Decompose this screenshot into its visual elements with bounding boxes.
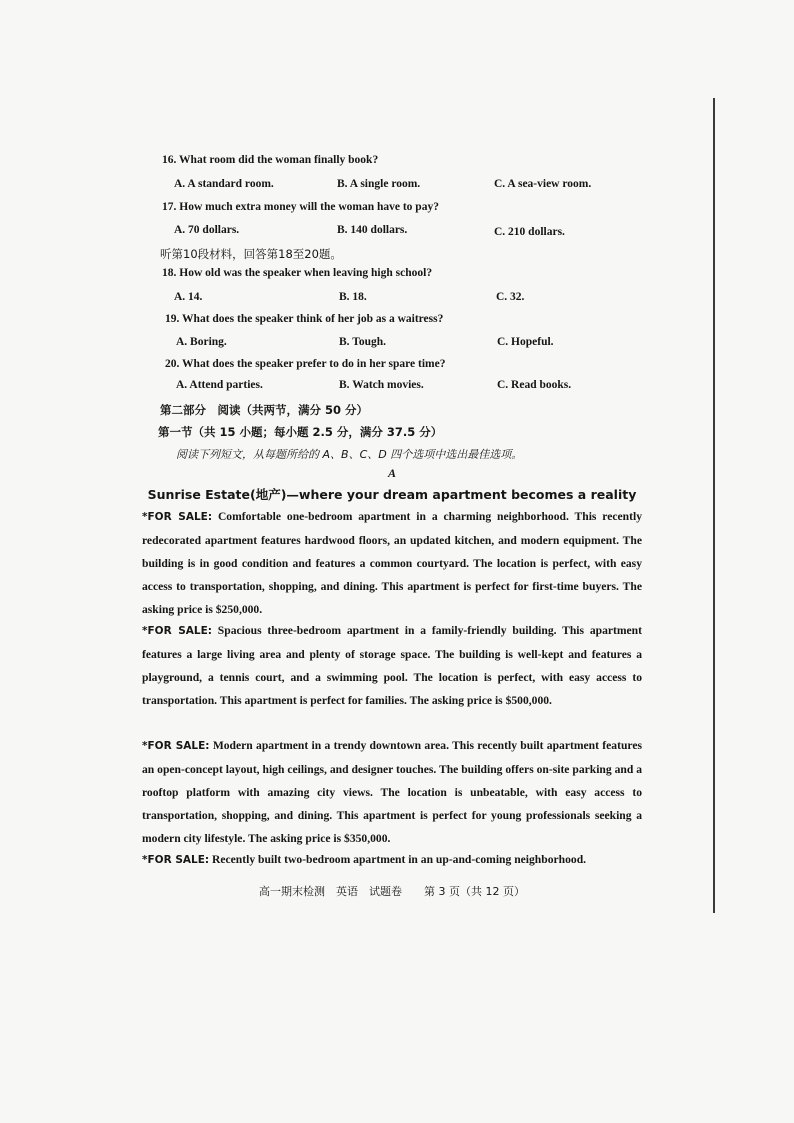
listing-4-text: Recently built two-bedroom apartment in an up-and-coming neighborhood. bbox=[212, 853, 587, 866]
question-16-option-b: B. A single room. bbox=[337, 178, 421, 190]
listing-2 bbox=[142, 619, 642, 712]
page-edge-rule bbox=[713, 98, 715, 913]
question-18-option-b: B. 18. bbox=[339, 291, 367, 303]
passage-title: Sunrise Estate(地产)—where your dream apartment becomes a reality bbox=[147, 487, 637, 502]
for-sale-label: *FOR SALE: bbox=[142, 511, 213, 523]
listing-1 bbox=[142, 505, 642, 621]
question-18-option-c: C. 32. bbox=[496, 291, 525, 303]
question-17-option-a: A. 70 dollars. bbox=[174, 224, 240, 236]
question-19-option-b: B. Tough. bbox=[339, 336, 386, 348]
question-20-option-a: A. Attend parties. bbox=[176, 379, 263, 391]
listing-1-text: Comfortable one-bedroom apartment in a charming neighborhood. This recently redecorated apartment features hardwood floors, an updated kitchen, and modern equipment. The building is in good condition and features a common courtyard. The location is perfect, with easy access to transportation, shopping, and dining. This apartment is perfect for first-time buyers. The asking price is $250,000. bbox=[142, 510, 642, 616]
for-sale-label: *FOR SALE: bbox=[142, 854, 210, 866]
question-16-stem: 16. What room did the woman finally book? bbox=[162, 154, 379, 166]
question-20-stem: 20. What does the speaker prefer to do in her spare time? bbox=[165, 358, 446, 370]
listing-2-text: Spacious three-bedroom apartment in a family-friendly building. This apartment features a large living area and plenty of storage space. The building is well-kept and features a playground, a tennis court, and a swimming pool. The location is perfect, with easy access to transportation. This apartment is perfect for families. The asking price is $500,000. bbox=[142, 624, 642, 707]
question-17-option-c: C. 210 dollars. bbox=[494, 226, 565, 238]
question-19-option-c: C. Hopeful. bbox=[497, 336, 554, 348]
question-16-option-a: A. A standard room. bbox=[174, 178, 274, 190]
question-19-stem: 19. What does the speaker think of her job as a waitress? bbox=[165, 313, 444, 325]
passage-letter: A bbox=[387, 466, 396, 480]
for-sale-label: *FOR SALE: bbox=[142, 625, 212, 637]
question-20-option-c: C. Read books. bbox=[497, 379, 572, 391]
listing-4 bbox=[142, 848, 642, 872]
question-18-option-a: A. 14. bbox=[174, 291, 203, 303]
question-16-option-c: C. A sea-view room. bbox=[494, 178, 592, 190]
question-17-stem: 17. How much extra money will the woman have to pay? bbox=[162, 201, 439, 213]
question-17-option-b: B. 140 dollars. bbox=[337, 224, 408, 236]
for-sale-label: *FOR SALE: bbox=[142, 740, 210, 752]
page-footer: 高一期末检测 英语 试题卷 第 3 页（共 12 页） bbox=[259, 885, 525, 898]
question-18-stem: 18. How old was the speaker when leaving high school? bbox=[162, 267, 433, 279]
question-19-option-a: A. Boring. bbox=[176, 336, 227, 348]
part-2-heading: 第二部分 阅读（共两节，满分 50 分） bbox=[160, 403, 369, 417]
listing-3-text: Modern apartment in a trendy downtown area. This recently built apartment features an open-concept layout, high ceilings, and designer touches. The building offers on-site parking and a rooftop platform with amazing city views. The location is unbeatable, with easy access to transportation, shopping, and dining. This apartment is perfect for young professionals seeking a modern city lifestyle. The asking price is $350,000. bbox=[142, 739, 642, 845]
reading-instruction: 阅读下列短文，从每题所给的 A、B、C、D 四个选项中选出最佳选项。 bbox=[176, 448, 523, 461]
question-20-option-b: B. Watch movies. bbox=[339, 379, 424, 391]
section-1-heading: 第一节（共 15 小题；每小题 2.5 分，满分 37.5 分） bbox=[158, 425, 443, 439]
listening-instruction-10: 听第10段材料，回答第18至20题。 bbox=[160, 247, 342, 261]
listing-3 bbox=[142, 734, 642, 850]
